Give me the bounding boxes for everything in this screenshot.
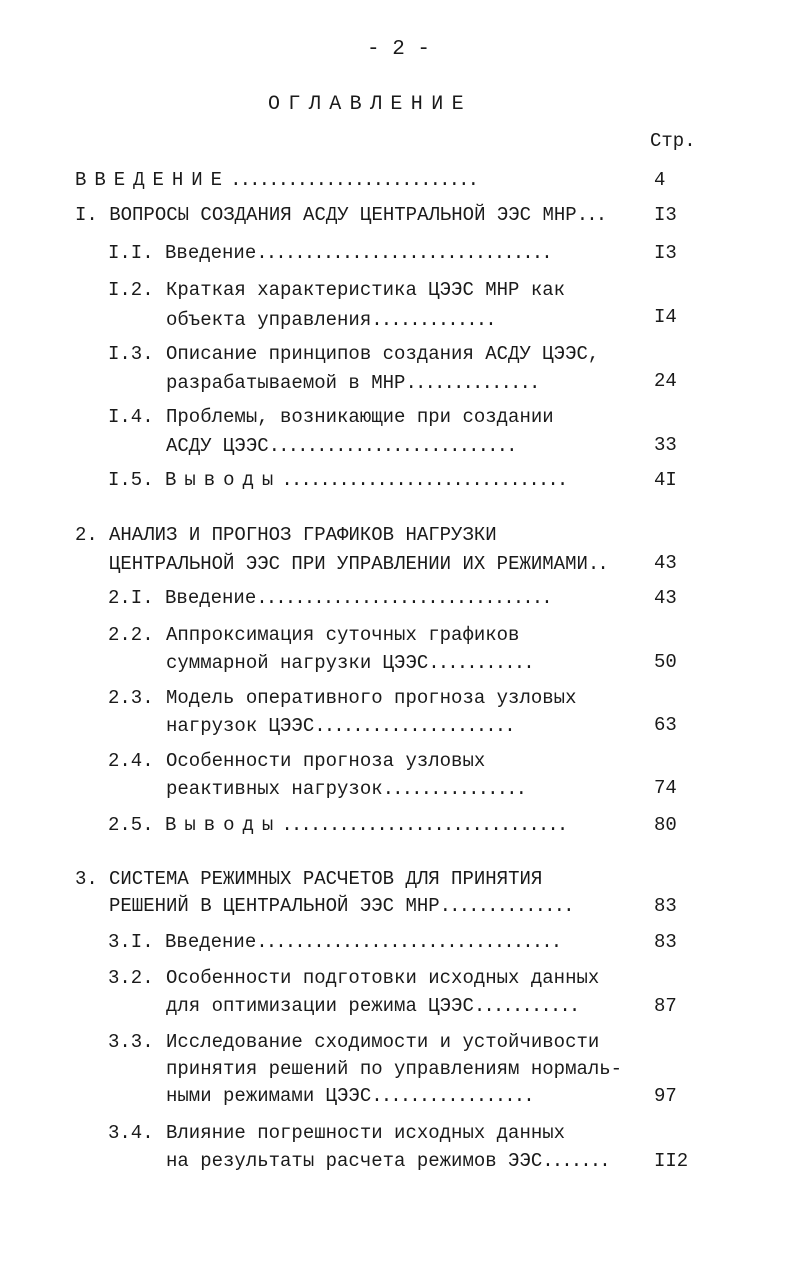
toc-number: 2.I. bbox=[108, 587, 154, 609]
toc-page: 50 bbox=[654, 651, 677, 673]
toc-number: 3.3. bbox=[108, 1031, 154, 1053]
toc-line: Выводы bbox=[165, 814, 282, 836]
toc-line: Введение bbox=[165, 587, 257, 609]
toc-page: 24 bbox=[654, 370, 677, 392]
toc-line: ЦЕНТРАЛЬНОЙ ЭЭС ПРИ УПРАВЛЕНИИ ИХ РЕЖИМАМИ bbox=[109, 553, 588, 575]
toc-leader-dots: ....... bbox=[542, 1150, 609, 1172]
toc-line: СИСТЕМА РЕЖИМНЫХ РАСЧЕТОВ ДЛЯ ПРИНЯТИЯ bbox=[109, 868, 543, 890]
toc-line: ными режимами ЦЭЭС bbox=[166, 1085, 372, 1107]
toc-entry-2-2[interactable] bbox=[108, 621, 628, 681]
toc-entry-1-2[interactable] bbox=[108, 276, 628, 336]
toc-entry-1-5[interactable] bbox=[108, 466, 566, 494]
toc-line: Аппроксимация суточных графиков bbox=[166, 624, 520, 646]
toc-page: 43 bbox=[654, 587, 677, 609]
toc-leader-dots: .. bbox=[587, 553, 607, 575]
toc-line: Введение bbox=[165, 242, 257, 264]
toc-line: РЕШЕНИЙ В ЦЕНТРАЛЬНОЙ ЭЭС МНР bbox=[109, 895, 440, 917]
toc-page: I3 bbox=[654, 242, 677, 264]
toc-line: ВОПРОСЫ СОЗДАНИЯ АСДУ ЦЕНТРАЛЬНОЙ ЭЭС МНР bbox=[109, 204, 577, 226]
toc-page: 87 bbox=[654, 995, 677, 1017]
toc-leader-dots: ............................... bbox=[256, 587, 551, 609]
toc-leader-dots: ................. bbox=[371, 1085, 533, 1107]
page-title: ОГЛАВЛЕНИЕ bbox=[267, 93, 473, 116]
toc-number: 3.4. bbox=[108, 1122, 154, 1144]
toc-entry-section-2[interactable] bbox=[75, 521, 635, 581]
toc-entry-1-4[interactable] bbox=[108, 403, 628, 463]
page-column-label: Стр. bbox=[650, 130, 696, 152]
toc-number: 2.5. bbox=[108, 814, 154, 836]
toc-line: Исследование сходимости и устойчивости bbox=[166, 1031, 600, 1053]
toc-number: 2. bbox=[75, 524, 98, 546]
toc-entry-1-3[interactable] bbox=[108, 340, 628, 400]
toc-page: 83 bbox=[654, 895, 677, 917]
toc-entry-section-1[interactable] bbox=[75, 201, 605, 229]
toc-page: 4 bbox=[654, 169, 666, 191]
toc-line: Влияние погрешности исходных данных bbox=[166, 1122, 566, 1144]
toc-leader-dots: .......................... bbox=[268, 435, 516, 457]
toc-leader-dots: ............... bbox=[382, 778, 526, 800]
toc-page: 74 bbox=[654, 777, 677, 799]
toc-page: 63 bbox=[654, 714, 677, 736]
toc-leader-dots: .............. bbox=[405, 372, 539, 394]
toc-line: Особенности подготовки исходных данных bbox=[166, 967, 600, 989]
toc-number: I.4. bbox=[108, 406, 154, 428]
toc-page: I4 bbox=[654, 306, 677, 328]
toc-line: принятия решений по управлениям нормаль- bbox=[166, 1058, 623, 1080]
toc-line: для оптимизации режима ЦЭЭС bbox=[166, 995, 474, 1017]
toc-page: 33 bbox=[654, 434, 677, 456]
toc-line: реактивных нагрузок bbox=[166, 778, 383, 800]
toc-entry-section-3[interactable] bbox=[75, 865, 635, 925]
toc-page: 4I bbox=[654, 469, 677, 491]
toc-number: 2.2. bbox=[108, 624, 154, 646]
toc-number: 3.I. bbox=[108, 931, 154, 953]
toc-number: 3. bbox=[75, 868, 98, 890]
toc-leader-dots: ... bbox=[576, 204, 606, 226]
toc-page: I3 bbox=[654, 204, 677, 226]
toc-leader-dots: ............. bbox=[371, 309, 495, 331]
toc-entry-3-4[interactable] bbox=[108, 1119, 648, 1179]
toc-entry-intro[interactable] bbox=[75, 166, 477, 194]
toc-line: Краткая характеристика ЦЭЭС МНР как bbox=[166, 279, 566, 301]
toc-number: I.I. bbox=[108, 242, 154, 264]
toc-leader-dots: ................................ bbox=[256, 931, 561, 953]
toc-number: 2.4. bbox=[108, 750, 154, 772]
toc-page: 97 bbox=[654, 1085, 677, 1107]
toc-leader-dots: .............. bbox=[439, 895, 573, 917]
toc-line: Проблемы, возникающие при создании bbox=[166, 406, 554, 428]
toc-line: АНАЛИЗ И ПРОГНОЗ ГРАФИКОВ НАГРУЗКИ bbox=[109, 524, 497, 546]
toc-entry-2-4[interactable] bbox=[108, 747, 628, 807]
toc-number: 2.3. bbox=[108, 687, 154, 709]
toc-entry-3-1[interactable] bbox=[108, 928, 560, 956]
toc-page: 43 bbox=[654, 552, 677, 574]
toc-entry-1-1[interactable] bbox=[108, 239, 551, 267]
page-number: - 2 - bbox=[366, 38, 430, 61]
toc-entry-2-5[interactable] bbox=[108, 811, 566, 839]
toc-leader-dots: ............................... bbox=[256, 242, 551, 264]
toc-leader-dots: .............................. bbox=[281, 469, 567, 491]
toc-line: объекта управления bbox=[166, 309, 372, 331]
toc-entry-2-1[interactable] bbox=[108, 584, 551, 612]
toc-page: II2 bbox=[654, 1150, 689, 1172]
toc-page: 80 bbox=[654, 814, 677, 836]
toc-line: Особенности прогноза узловых bbox=[166, 750, 486, 772]
toc-leader-dots: ........... bbox=[428, 652, 533, 674]
toc-leader-dots: .............................. bbox=[281, 814, 567, 836]
toc-entry-3-3[interactable] bbox=[108, 1028, 648, 1116]
toc-line: Описание принципов создания АСДУ ЦЭЭС, bbox=[166, 343, 600, 365]
toc-number: I.5. bbox=[108, 469, 154, 491]
toc-leader-dots: ..................... bbox=[314, 715, 514, 737]
toc-line: нагрузок ЦЭЭС bbox=[166, 715, 315, 737]
toc-line: разрабатываемой в МНР bbox=[166, 372, 406, 394]
toc-line: Модель оперативного прогноза узловых bbox=[166, 687, 577, 709]
toc-number: I.3. bbox=[108, 343, 154, 365]
toc-number: I.2. bbox=[108, 279, 154, 301]
toc-page: 83 bbox=[654, 931, 677, 953]
toc-line: на результаты расчета режимов ЭЭС bbox=[166, 1150, 543, 1172]
toc-number: 3.2. bbox=[108, 967, 154, 989]
toc-leader-dots: ........... bbox=[473, 995, 579, 1017]
toc-line: Выводы bbox=[165, 469, 282, 491]
toc-line: АСДУ ЦЭЭС bbox=[166, 435, 269, 457]
toc-line: Введение bbox=[165, 931, 257, 953]
toc-title: ВВЕДЕНИЕ bbox=[75, 169, 231, 191]
toc-leader-dots: .......................... bbox=[230, 169, 478, 191]
toc-entry-2-3[interactable] bbox=[108, 684, 628, 744]
toc-line: суммарной нагрузки ЦЭЭС bbox=[166, 652, 429, 674]
toc-number: I. bbox=[75, 204, 98, 226]
toc-entry-3-2[interactable] bbox=[108, 964, 638, 1024]
